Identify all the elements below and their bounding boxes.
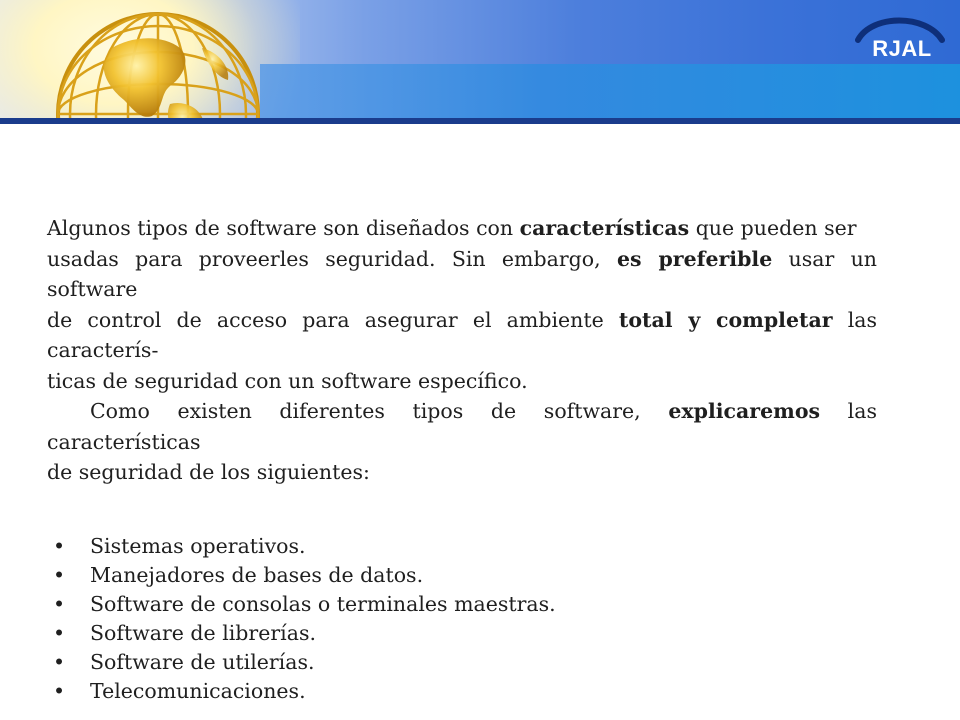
paragraph-line: ticas de seguridad con un software específico. xyxy=(47,368,528,393)
list-item: • Telecomunicaciones. xyxy=(47,677,877,706)
paragraph-line: de control de acceso para asegurar el ambiente total y completar las caracterís- xyxy=(47,307,877,362)
list-item: • Manejadores de bases de datos. xyxy=(47,561,877,590)
paragraph-line: de seguridad de los siguientes: xyxy=(47,460,370,484)
bullet-icon: • xyxy=(53,533,66,558)
list-item: • Sistemas operativos. xyxy=(47,532,877,561)
bullet-icon: • xyxy=(53,591,66,616)
list-item: • Software de utilerías. xyxy=(47,648,877,677)
globe-icon xyxy=(52,8,264,118)
banner-divider xyxy=(0,118,960,124)
document-body xyxy=(47,213,877,706)
list-item: • Software de consolas o terminales maestras. xyxy=(47,590,877,619)
paragraph-2 xyxy=(47,396,877,488)
banner-stripe xyxy=(260,64,960,118)
logo-text: RJAL xyxy=(872,36,932,61)
bullet-list xyxy=(47,532,877,706)
bullet-icon: • xyxy=(53,562,66,587)
paragraph-line: Algunos tipos de software son diseñados con características que pueden ser xyxy=(47,216,857,240)
list-item: • Software de librerías. xyxy=(47,619,877,648)
paragraph-line: Como existen diferentes tipos de software, explicaremos las características xyxy=(47,399,877,454)
bullet-icon: • xyxy=(53,620,66,645)
header-banner xyxy=(0,0,960,118)
paragraph-1 xyxy=(47,213,877,396)
paragraph-line: usadas para proveerles seguridad. Sin embargo, es preferible usar un software xyxy=(47,246,878,301)
bullet-icon: • xyxy=(53,649,66,674)
bullet-icon: • xyxy=(53,678,66,703)
